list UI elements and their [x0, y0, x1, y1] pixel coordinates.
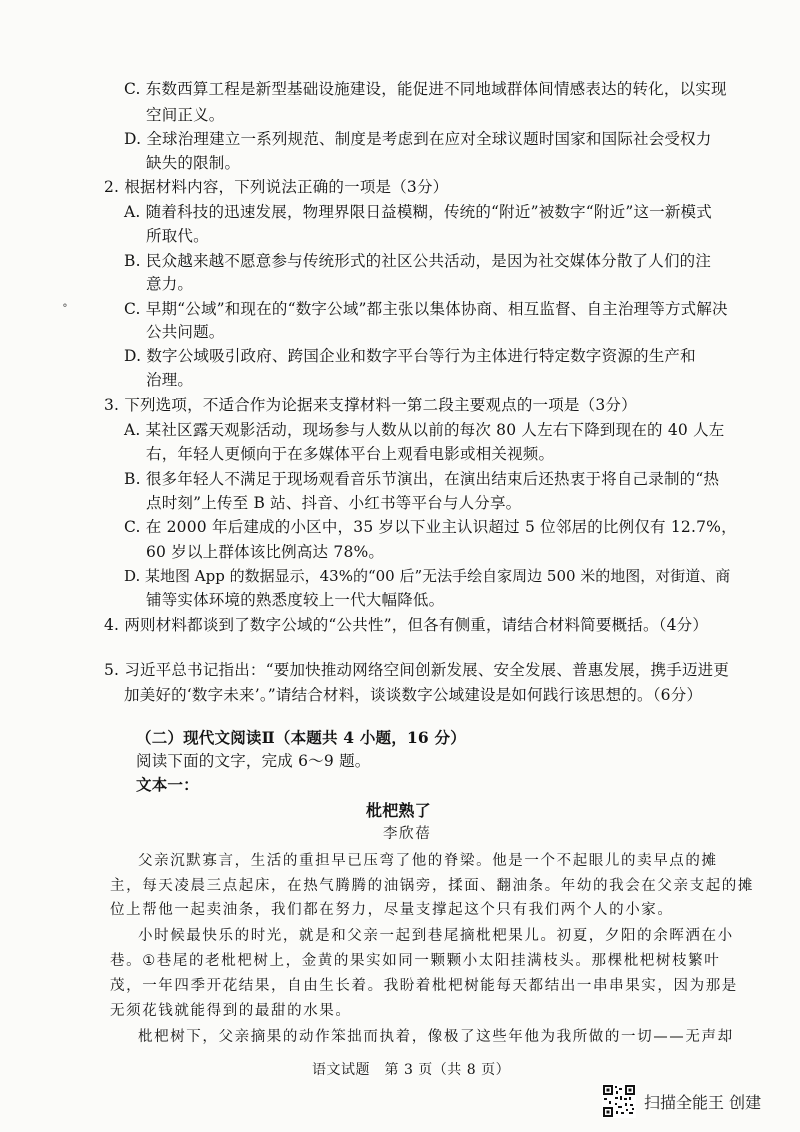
article-p1-line2: 主，每天凌晨三点起床，在热气腾腾的油锅旁，揉面、翻油条。年幼的我会在父亲支起的摊 [110, 878, 754, 894]
q1-option-d-line1: D. 全球治理建立一系列规范、制度是考虑到在应对全球议题时国家和国际社会受权力 [124, 130, 712, 148]
article-p2-line3: 茂，一年四季开花结果，自由生长着。我盼着枇杷树能每天都结出一串串果实，因为那是 [110, 978, 738, 994]
article-author: 李欣蓓 [383, 826, 432, 842]
scan-dot: ∘ [62, 298, 68, 312]
q2-option-c-line2: 公共问题。 [146, 323, 225, 341]
article-p2-line1: 小时候最快乐的时光，就是和父亲一起到巷尾摘枇杷果儿。初夏，夕阳的余晖洒在小 [138, 928, 734, 944]
q2-option-c-line1: C. 早期“公域”和现在的“数字公域”都主张以集体协商、相互监督、自主治理等方式解决 [124, 300, 728, 318]
q2-option-d-line1: D. 数字公域吸引政府、跨国企业和数字平台等行为主体进行特定数字资源的生产和 [124, 347, 696, 365]
article-p1-line3: 位上帮他一起卖油条，我们都在努力，尽量支撑起这个只有我们两个人的小家。 [110, 902, 674, 918]
article-p2-line4: 无须花钱就能得到的最甜的水果。 [110, 1003, 352, 1019]
q2-option-b-line2: 意力。 [146, 275, 194, 293]
q5-line1: 5. 习近平总书记指出：“要加快推动网络空间创新发展、安全发展、普惠发展，携手迈进更 [104, 661, 730, 679]
q3-option-d-line1: D. 某地图 App 的数据显示，43%的“00 后”无法手绘自家周边 500 米的地图，对街道、商 [124, 567, 731, 585]
q1-option-c-line1: C. 东数西算工程是新型基础设施建设，能促进不同地域群体间情感表达的转化，以实现 [124, 80, 727, 98]
text-one-label: 文本一： [136, 775, 199, 794]
q1-option-c-line2: 空间正义。 [146, 106, 225, 124]
q3-option-a-line1: A. 某社区露天观影活动，现场参与人数从以前的每次 80 人左右下降到现在的 40 人左 [124, 421, 725, 439]
q3-option-d-line2: 铺等实体环境的熟悉度较上一代大幅降低。 [146, 591, 445, 609]
q3-option-c-line1: C. 在 2000 年后建成的小区中，35 岁以下业主认识超过 5 位邻居的比例仅有 12.7%， [124, 518, 737, 536]
q1-option-d-line2: 缺失的限制。 [146, 154, 241, 172]
article-p2-line2: 巷。①巷尾的老枇杷树上，金黄的果实如同一颗颗小太阳挂满枝头。那棵枇杷树枝繁叶 [110, 953, 721, 969]
scanner-brand-label: 扫描全能王 创建 [644, 1093, 762, 1112]
article-title: 枇杷熟了 [366, 801, 431, 820]
q2-option-a-line1: A. 随着科技的迅速发展，物理界限日益模糊，传统的“附近”被数字“附近”这一新模式 [124, 203, 712, 221]
section-heading: （二）现代文阅读Ⅱ（本题共 4 小题，16 分） [136, 728, 466, 747]
section-instruction: 阅读下面的文字，完成 6～9 题。 [136, 752, 371, 770]
q3-option-c-line2: 60 岁以上群体该比例高达 78%。 [146, 543, 385, 561]
q3-option-a-line2: 右，年轻人更倾向于在多媒体平台上观看电影或相关视频。 [146, 445, 555, 463]
q2-stem: 2. 根据材料内容，下列说法正确的一项是（3分） [104, 178, 449, 196]
qr-code-icon [602, 1084, 636, 1118]
q2-option-b-line1: B. 民众越来越不愿意参与传统形式的社区公共活动，是因为社交媒体分散了人们的注 [124, 252, 712, 270]
article-p1-line1: 父亲沉默寡言，生活的重担早已压弯了他的脊梁。他是一个不起眼儿的卖早点的摊 [138, 853, 718, 869]
q3-stem: 3. 下列选项，不适合作为论据来支撑材料一第二段主要观点的一项是（3分） [104, 396, 637, 414]
q2-option-d-line2: 治理。 [146, 371, 194, 389]
q3-option-b-line1: B. 很多年轻人不满足于现场观看音乐节演出，在演出结束后还热衷于将自己录制的“热 [124, 470, 720, 488]
q2-option-a-line2: 所取代。 [146, 227, 209, 245]
page-footer: 语文试题 第 3 页（共 8 页） [312, 1062, 511, 1078]
q4-text: 4. 两则材料都谈到了数字公域的“公共性”，但各有侧重，请结合材料简要概括。（4分） [104, 616, 709, 634]
article-p3-line1: 枇杷树下，父亲摘果的动作笨拙而执着，像极了这些年他为我所做的一切——无声却 [138, 1029, 734, 1045]
q5-line2: 加美好的‘数字未来’。”请结合材料，谈谈数字公域建设是如何践行该思想的。（6分） [124, 686, 703, 704]
q3-option-b-line2: 点时刻”上传至 B 站、抖音、小红书等平台与人分享。 [146, 494, 522, 512]
